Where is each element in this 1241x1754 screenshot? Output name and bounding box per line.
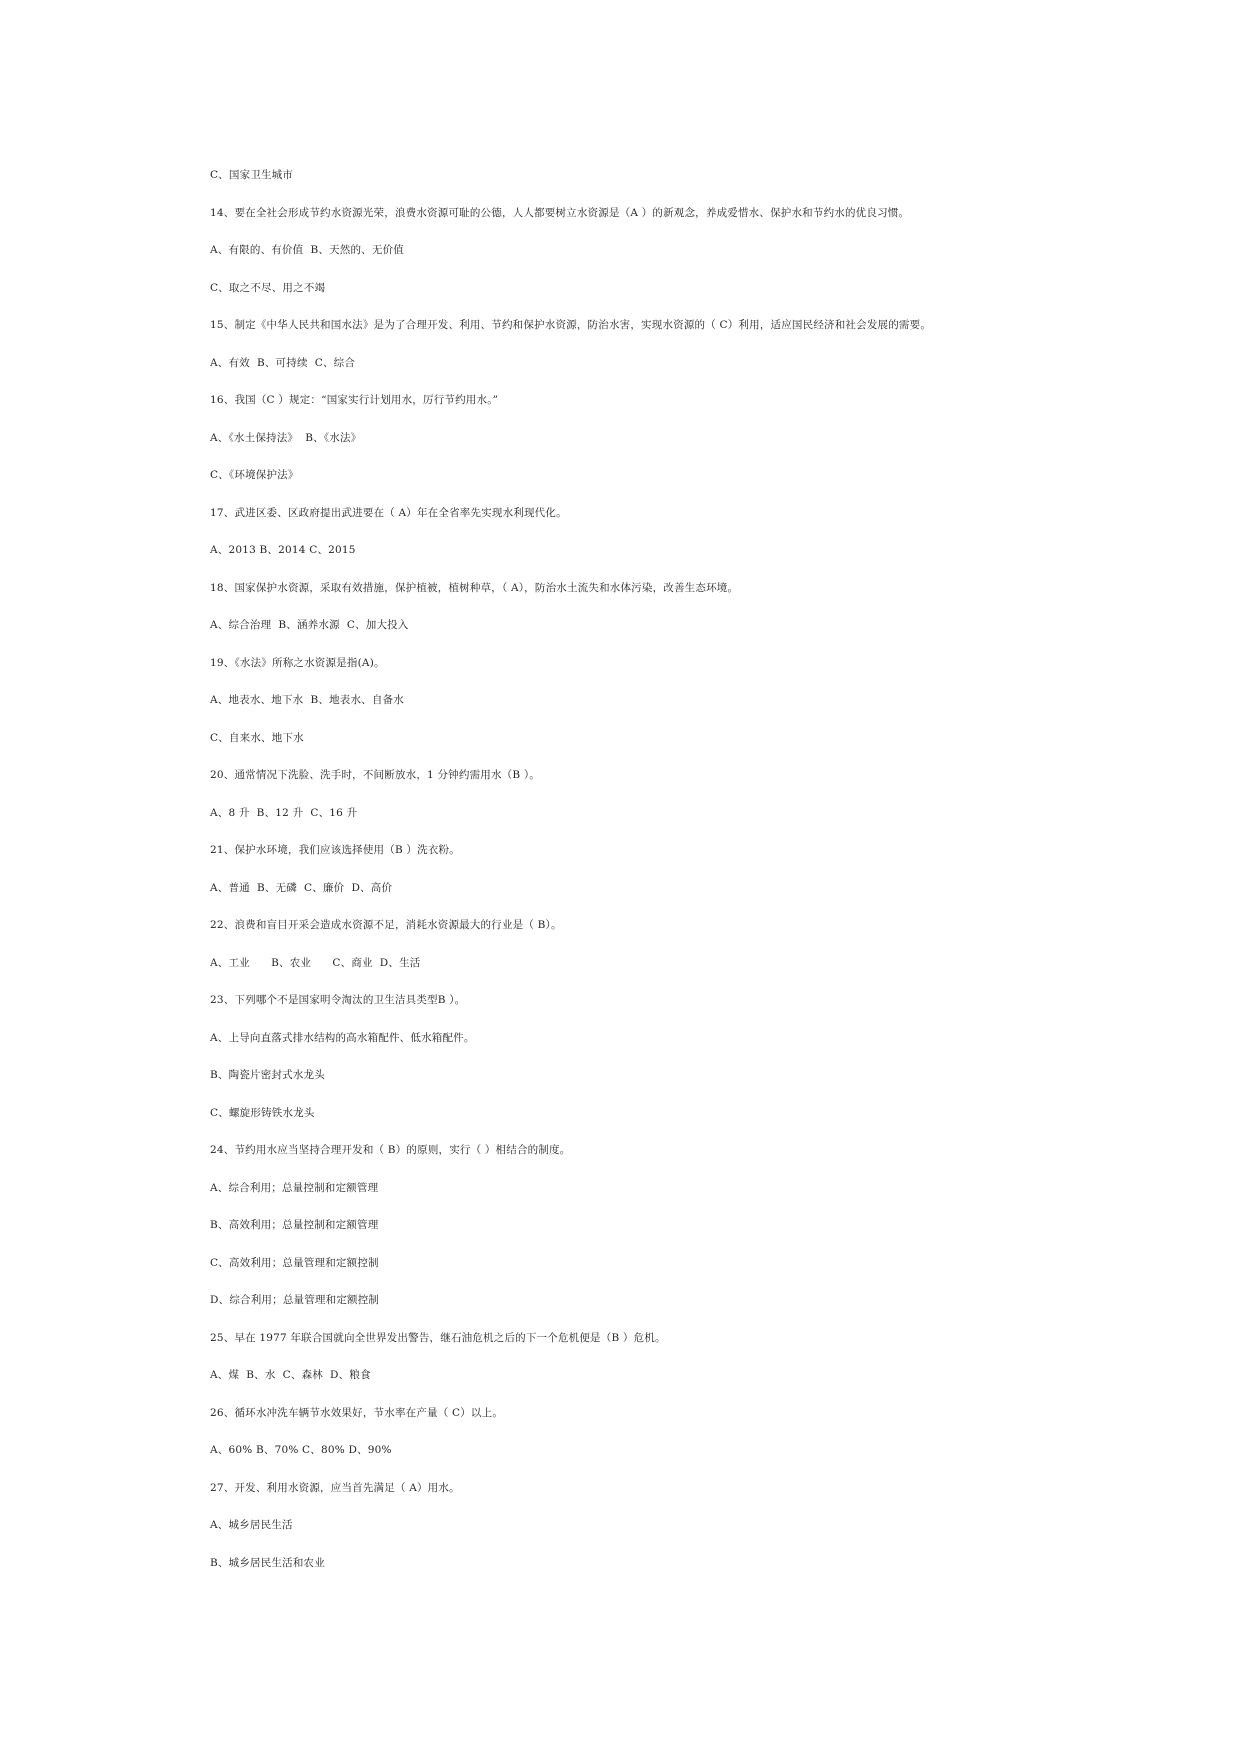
option-line: C、高效利用；总量管理和定额控制: [210, 1257, 379, 1269]
option-line: B、陶瓷片密封式水龙头: [210, 1069, 325, 1081]
option-line: C、取之不尽、用之不竭: [210, 282, 326, 294]
question-26: 26、循环水冲洗车辆节水效果好，节水率在产量（ C）以上。: [210, 1407, 504, 1419]
question-15: 15、制定《中华人民共和国水法》是为了合理开发、利用、节约和保护水资源，防治水害，实现水资源的（ C）利用，适应国民经济和社会发展的需要。: [210, 319, 932, 331]
question-25: 25、早在 1977 年联合国就向全世界发出警告，继石油危机之后的下一个危机便是（B ）危机。: [210, 1332, 666, 1344]
text-line: C、国家卫生城市: [210, 169, 294, 181]
option-line: A、8 升 B、12 升 C、16 升: [210, 807, 358, 819]
option-line: A、60% B、70% C、80% D、90%: [210, 1444, 392, 1456]
option-line: A、《水土保持法》 B、《水法》: [210, 432, 362, 444]
option-line: A、综合治理 B、涵养水源 C、加大投入: [210, 619, 409, 631]
option-line: A、2013 B、2014 C、2015: [210, 544, 356, 556]
option-line: A、煤 B、水 C、森林 D、粮食: [210, 1369, 371, 1381]
question-18: 18、国家保护水资源，采取有效措施，保护植被，植树种草，（ A），防治水土流失和水体污染，改善生态环境。: [210, 582, 739, 594]
question-24: 24、节约用水应当坚持合理开发和（ B）的原则，实行（ ）相结合的制度。: [210, 1144, 571, 1156]
option-line: A、地表水、地下水 B、地表水、自备水: [210, 694, 404, 706]
option-line: B、城乡居民生活和农业: [210, 1557, 325, 1569]
question-27: 27、开发、利用水资源，应当首先满足（ A）用水。: [210, 1482, 460, 1494]
option-line: A、综合利用；总量控制和定额管理: [210, 1182, 379, 1194]
option-line: A、上导向直落式排水结构的高水箱配件、低水箱配件。: [210, 1032, 475, 1044]
option-line: A、工业 B、农业 C、商业 D、生活: [210, 957, 421, 969]
question-19: 19、《水法》所称之水资源是指(A)。: [210, 657, 385, 669]
option-line: D、综合利用；总量管理和定额控制: [210, 1294, 380, 1306]
option-line: A、有限的、有价值 B、天然的、无价值: [210, 244, 404, 256]
option-line: A、有效 B、可持续 C、综合: [210, 357, 356, 369]
question-16: 16、我国（C ）规定：“国家实行计划用水，厉行节约用水。”: [210, 394, 499, 406]
option-line: C、螺旋形铸铁水龙头: [210, 1107, 315, 1119]
option-line: A、普通 B、无磷 C、廉价 D、高价: [210, 882, 393, 894]
question-17: 17、武进区委、区政府提出武进要在（ A）年在全省率先实现水利现代化。: [210, 507, 567, 519]
option-line: C、自来水、地下水: [210, 732, 304, 744]
option-line: C、《环境保护法》: [210, 469, 299, 481]
question-20: 20、通常情况下洗脸、洗手时，不间断放水，1 分钟约需用水（B ）。: [210, 769, 540, 781]
option-line: B、高效利用；总量控制和定额管理: [210, 1219, 379, 1231]
question-14: 14、要在全社会形成节约水资源光荣，浪费水资源可耻的公德，人人都要树立水资源是（A ）的新观念，养成爱惜水、保护水和节约水的优良习惯。: [210, 207, 910, 219]
question-22: 22、浪费和盲目开采会造成水资源不足，消耗水资源最大的行业是（ B）。: [210, 919, 562, 931]
question-21: 21、保护水环境，我们应该选择使用（B ）洗衣粉。: [210, 844, 460, 856]
question-23: 23、下列哪个不是国家明令淘汰的卫生洁具类型B ）。: [210, 994, 466, 1006]
option-line: A、城乡居民生活: [210, 1519, 293, 1531]
